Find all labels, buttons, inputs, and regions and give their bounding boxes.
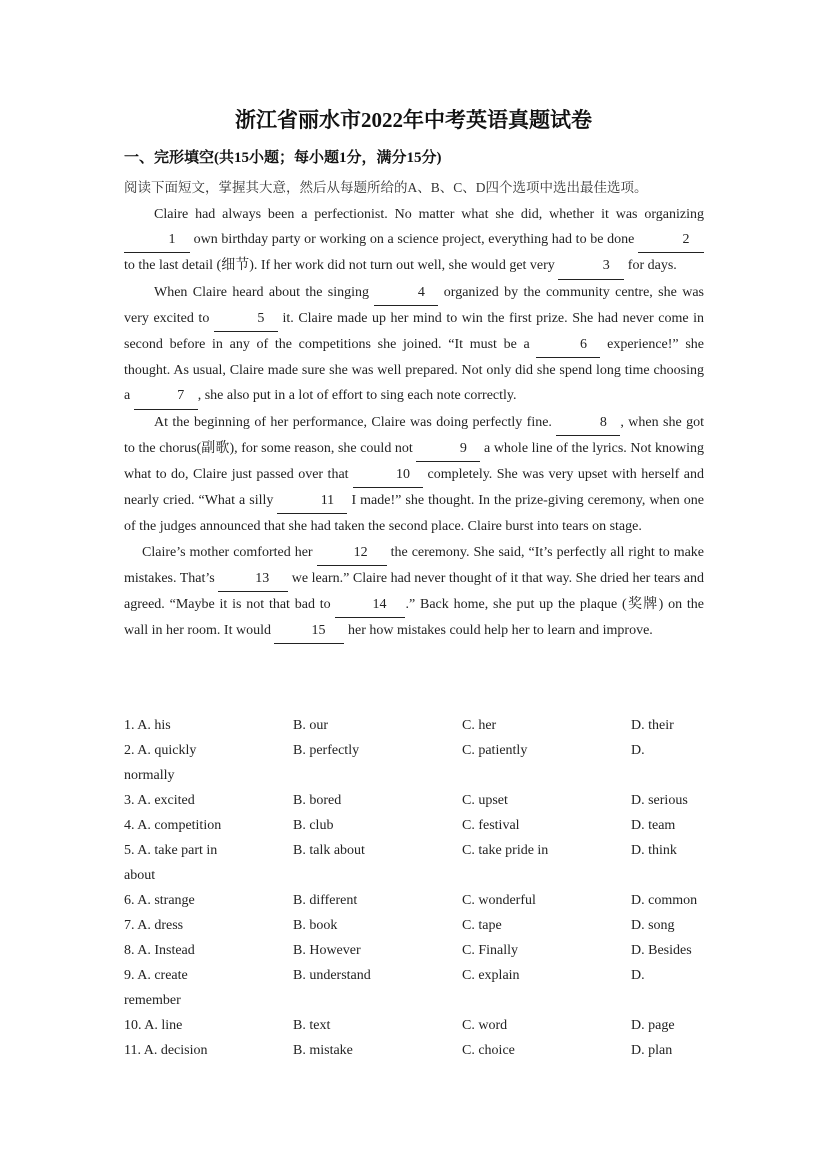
passage-text: , when she got to the chorus(副歌), for some reason, she could not xyxy=(124,414,704,456)
option-wrap-text: about xyxy=(124,868,156,883)
option-c: C. tape xyxy=(462,918,502,933)
passage-text: to the last detail (细节). If her work did not turn out well, she would get very xyxy=(124,258,559,274)
question-options xyxy=(124,813,704,838)
option-wrap-text: normally xyxy=(124,768,175,783)
question-options xyxy=(124,963,704,1013)
options-row xyxy=(124,713,704,738)
option-a: 11. A. decision xyxy=(124,1043,208,1058)
paragraph-1 xyxy=(124,202,704,280)
passage-text: , she also put in a lot of effort to sing each note correctly. xyxy=(197,388,517,404)
passage-text: .” Back home, she put up the plaque (奖牌) on the wall in her room. It would xyxy=(124,597,705,639)
page-title: 浙江省丽水市2022年中考英语真题试卷 xyxy=(235,108,592,132)
option-d: D. page xyxy=(631,1018,675,1033)
option-c: C. upset xyxy=(462,793,508,808)
passage-text: Claire had always been a perfectionist. No matter what she did, whether it was organizing xyxy=(154,207,704,222)
option-c: C. festival xyxy=(462,818,520,833)
question-options xyxy=(124,913,704,938)
answer-options xyxy=(124,713,704,1063)
options-row xyxy=(124,938,704,963)
option-a: 4. A. competition xyxy=(124,818,222,833)
options-row xyxy=(124,838,704,863)
option-a: 6. A. strange xyxy=(124,893,195,908)
blank-10: 10 xyxy=(353,462,423,488)
option-d: D. xyxy=(631,743,645,758)
option-d: D. think xyxy=(631,843,677,858)
question-options xyxy=(124,713,704,738)
passage-text: Claire’s mother comforted her xyxy=(142,544,317,560)
option-a: 9. A. create xyxy=(124,968,188,983)
option-wrap-text: remember xyxy=(124,993,181,1008)
option-a: 10. A. line xyxy=(124,1018,183,1033)
option-a: 2. A. quickly xyxy=(124,743,197,758)
passage-text: I made!” she thought. In the prize-giving ceremony, when one of the judges announced that she had taken the second place. Claire burst into tears on stage. xyxy=(124,493,704,535)
section-heading: 一、完形填空(共15小题；每小题1分，满分15分) xyxy=(124,150,442,166)
blank-6: 6 xyxy=(536,332,600,358)
options-row xyxy=(124,1013,704,1038)
option-c: C. choice xyxy=(462,1043,515,1058)
option-c: C. take pride in xyxy=(462,843,549,858)
paragraph-2 xyxy=(124,280,704,410)
option-c: C. wonderful xyxy=(462,893,536,908)
option-d: D. team xyxy=(631,818,676,833)
options-row xyxy=(124,738,704,763)
passage xyxy=(124,202,704,644)
option-d: D. common xyxy=(631,893,698,908)
option-b: B. book xyxy=(293,918,338,933)
blank-1: 1 xyxy=(124,227,190,253)
passage-text: for days. xyxy=(624,258,677,274)
passage-text: a whole line of the lyrics. Not knowing what to do, Claire just passed over that xyxy=(124,440,704,483)
passage-text: the ceremony. She said, “It’s perfectly all right to make mistakes. That’s xyxy=(124,544,705,586)
question-options xyxy=(124,888,704,913)
passage-text: her how mistakes could help her to learn and improve. xyxy=(344,623,653,639)
option-d: D. their xyxy=(631,718,674,733)
passage-text: When Claire heard about the singing xyxy=(154,284,375,300)
option-d: D. xyxy=(631,968,645,983)
option-c: C. patiently xyxy=(462,743,528,758)
option-b: B. club xyxy=(293,818,334,833)
passage-text: experience!” she thought. As usual, Claire made sure she was well prepared. Not only did she spend long time choosing a xyxy=(124,337,704,404)
blank-11: 11 xyxy=(277,488,347,514)
option-b: B. our xyxy=(293,718,328,733)
option-b: B. mistake xyxy=(293,1043,353,1058)
blank-13: 13 xyxy=(218,566,288,592)
options-row xyxy=(124,963,704,988)
blank-5: 5 xyxy=(214,306,278,332)
option-d: D. Besides xyxy=(631,943,692,958)
blank-3: 3 xyxy=(558,253,624,279)
option-a: 1. A. his xyxy=(124,718,171,733)
option-b: B. However xyxy=(293,943,361,958)
option-b: B. talk about xyxy=(293,843,365,858)
option-a: 5. A. take part in xyxy=(124,843,218,858)
options-row xyxy=(124,888,704,913)
passage-text: we learn.” Claire had never thought of it that way. She dried her tears and agreed. “Maybe it is not that bad to xyxy=(124,570,704,613)
paragraph-4 xyxy=(124,540,704,645)
options-row xyxy=(124,1038,704,1063)
options-row xyxy=(124,813,704,838)
option-b: B. understand xyxy=(293,968,371,983)
passage-text: it. Claire made up her mind to win the first prize. She had never come in second before in any of the competitions she joined. “It must be a xyxy=(124,310,705,353)
paragraph-3 xyxy=(124,410,704,540)
option-a: 7. A. dress xyxy=(124,918,184,933)
options-row xyxy=(124,913,704,938)
blank-14: 14 xyxy=(335,592,405,618)
question-options xyxy=(124,938,704,963)
question-options xyxy=(124,788,704,813)
question-options xyxy=(124,1038,704,1063)
passage-text: At the beginning of her performance, Claire was doing perfectly fine. xyxy=(154,414,557,430)
option-d: D. serious xyxy=(631,793,688,808)
option-b: B. different xyxy=(293,893,358,908)
passage-text: organized by the community centre, she was very excited to xyxy=(124,284,704,326)
blank-4: 4 xyxy=(374,280,438,306)
blank-8: 8 xyxy=(556,410,620,436)
blank-9: 9 xyxy=(416,436,480,462)
question-options xyxy=(124,1013,704,1038)
blank-15: 15 xyxy=(274,618,344,644)
blank-7: 7 xyxy=(134,383,198,409)
option-d: D. song xyxy=(631,918,675,933)
options-row xyxy=(124,788,704,813)
blank-2: 2 xyxy=(638,227,704,253)
passage-text: own birthday party or working on a science project, everything had to be done xyxy=(190,232,638,248)
option-c: C. explain xyxy=(462,968,520,983)
option-c: C. her xyxy=(462,718,497,733)
passage-text: completely. She was very upset with herself and nearly cried. “What a silly xyxy=(124,467,705,509)
instruction-text: 阅读下面短文，掌握其大意，然后从每题所给的A、B、C、D四个选项中选出最佳选项。 xyxy=(124,180,648,195)
option-a: 3. A. excited xyxy=(124,793,195,808)
question-options xyxy=(124,738,704,788)
option-c: C. word xyxy=(462,1018,508,1033)
option-b: B. text xyxy=(293,1018,331,1033)
option-d: D. plan xyxy=(631,1043,673,1058)
option-b: B. perfectly xyxy=(293,743,360,758)
question-options xyxy=(124,838,704,888)
option-c: C. Finally xyxy=(462,943,519,958)
blank-12: 12 xyxy=(317,540,387,566)
option-a: 8. A. Instead xyxy=(124,943,195,958)
option-b: B. bored xyxy=(293,793,342,808)
